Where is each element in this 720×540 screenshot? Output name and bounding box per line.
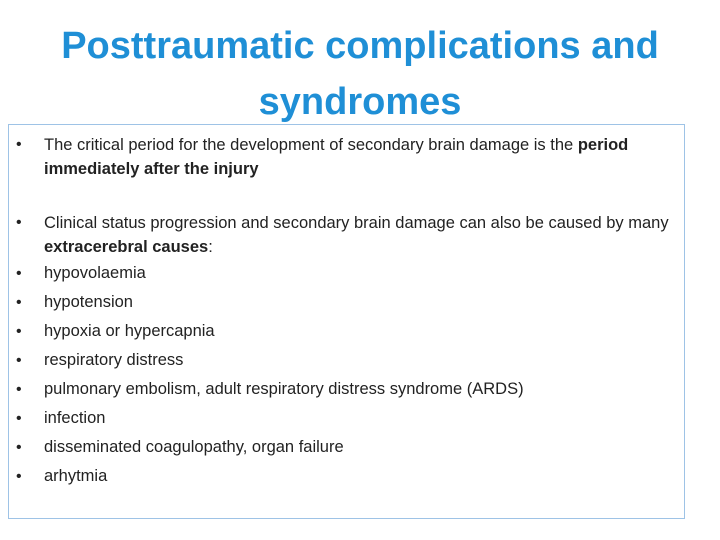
bullet-icon: • bbox=[16, 468, 22, 485]
cause-item bbox=[9, 462, 684, 491]
bullet-icon: • bbox=[16, 265, 22, 282]
cause-item bbox=[9, 259, 684, 288]
bullet-critical-period bbox=[9, 133, 684, 181]
cause-text: hypotension bbox=[44, 293, 133, 311]
bullet-icon: • bbox=[16, 352, 22, 369]
bullet-bold-text: extracerebral causes bbox=[44, 238, 209, 256]
cause-text: disseminated coagulopathy, organ failure bbox=[44, 438, 344, 456]
bullet-icon: • bbox=[16, 294, 22, 311]
bullet-icon: • bbox=[16, 381, 22, 398]
bullet-list bbox=[9, 133, 684, 491]
bullet-icon: • bbox=[16, 136, 22, 153]
bullet-bold-text: period immediately after the injury bbox=[44, 136, 629, 178]
cause-item bbox=[9, 433, 684, 462]
slide-title: Posttraumatic complications and syndromes bbox=[61, 25, 659, 123]
bullet-text: The critical period for the development of secondary brain damage is the bbox=[44, 136, 574, 154]
cause-text: hypovolaemia bbox=[44, 264, 146, 282]
content-box bbox=[8, 124, 685, 519]
cause-item bbox=[9, 288, 684, 317]
bullet-extracerebral bbox=[9, 211, 684, 259]
cause-text: respiratory distress bbox=[44, 351, 184, 369]
bullet-icon: • bbox=[16, 214, 22, 231]
bullet-suffix: : bbox=[208, 238, 213, 256]
cause-text: arhytmia bbox=[44, 467, 108, 485]
bullet-text: Clinical status progression and secondary brain damage can also be caused by many bbox=[44, 214, 669, 232]
cause-text: hypoxia or hypercapnia bbox=[44, 322, 215, 340]
cause-text: infection bbox=[44, 409, 106, 427]
cause-item bbox=[9, 404, 684, 433]
bullet-icon: • bbox=[16, 410, 22, 427]
cause-text: pulmonary embolism, adult respiratory distress syndrome (ARDS) bbox=[44, 380, 524, 398]
bullet-icon: • bbox=[16, 323, 22, 340]
bullet-icon: • bbox=[16, 439, 22, 456]
cause-item bbox=[9, 317, 684, 346]
cause-item bbox=[9, 346, 684, 375]
cause-item bbox=[9, 375, 684, 404]
